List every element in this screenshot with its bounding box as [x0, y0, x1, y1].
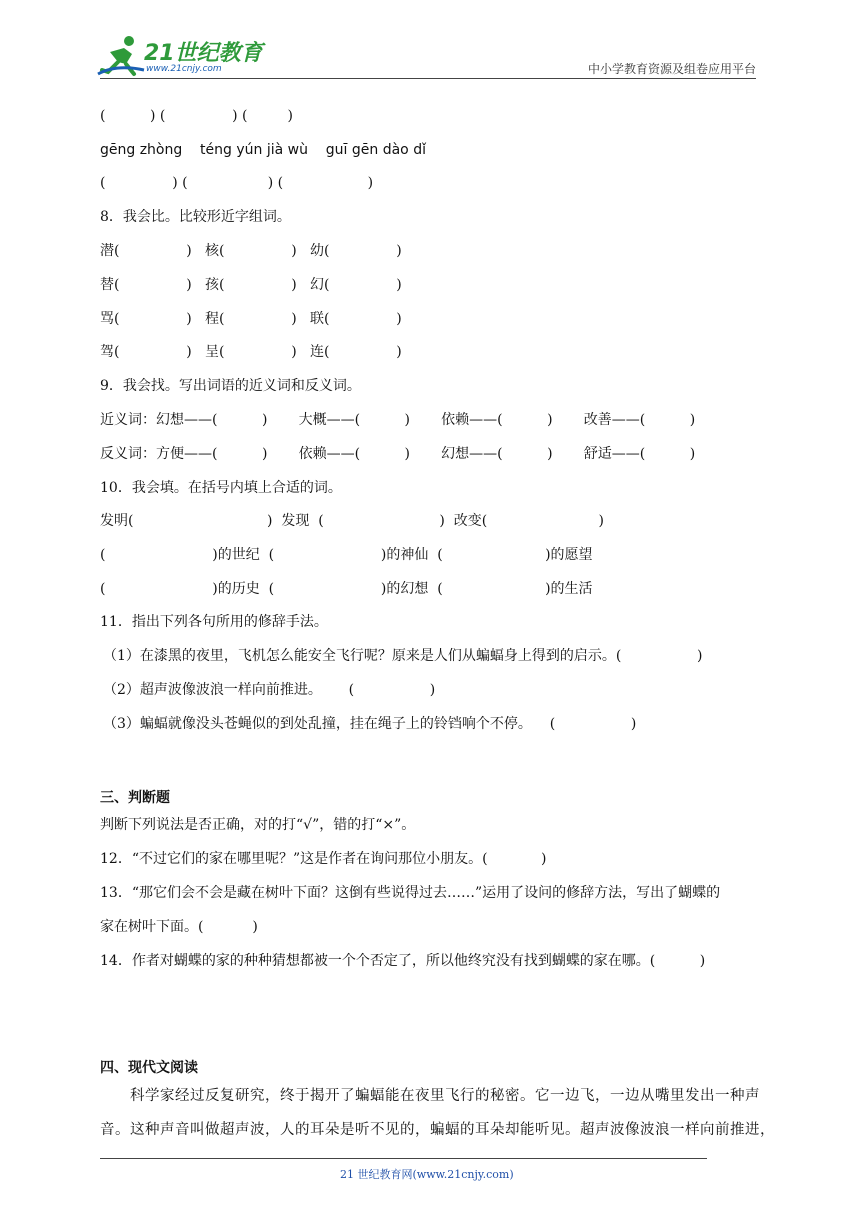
section-3-intro: 判断下列说法是否正确，对的打“√”，错的打“×”。 [100, 817, 416, 833]
q13-line1: 13．“那它们会不会是藏在树叶下面？这倒有些说得过去……”运用了设问的修辞方法，写出了蝴蝶的 [100, 885, 721, 901]
logo-text: 21世纪教育 [144, 41, 263, 66]
q8-row[interactable]: 潜( ) 核( ) 幼( ) [100, 243, 402, 259]
q10-row[interactable]: 发明( ) 发现 ( ) 改变( ) [100, 513, 604, 529]
q11-title: 11．指出下列各句所用的修辞手法。 [100, 614, 328, 630]
paren-row-bottom[interactable]: ( ) ( ) ( ) [100, 175, 374, 191]
platform-name: 中小学教育资源及组卷应用平台 [587, 62, 756, 76]
q8-row[interactable]: 替( ) 孩( ) 幻( ) [100, 277, 402, 293]
q13-line2[interactable]: 家在树叶下面。( ) [100, 919, 258, 935]
q10-row[interactable]: ( )的世纪 ( )的神仙 ( )的愿望 [100, 547, 593, 563]
runner-logo-icon [96, 34, 148, 78]
q9-synonyms[interactable]: 近义词：幻想——( ) 大概——( ) 依赖——( ) 改善——( ) [100, 412, 696, 428]
passage-line: 音。这种声音叫做超声波，人的耳朵是听不见的，蝙蝠的耳朵却能听见。超声波像波浪一样向前推进， [100, 1122, 775, 1138]
logo-url: www.21cnjy.com [146, 64, 222, 74]
pinyin-row: gēng zhòng téng yún jià wù guī gēn dào dǐ [100, 142, 426, 158]
q8-row[interactable]: 骂( ) 程( ) 联( ) [100, 311, 402, 327]
passage-line: 科学家经过反复研究，终于揭开了蝙蝠能在夜里飞行的秘密。它一边飞，一边从嘴里发出一种声 [130, 1088, 760, 1104]
footer-text[interactable]: 21 世纪教育网(www.21cnjy.com) [340, 1168, 514, 1181]
q8-title: 8．我会比。比较形近字组词。 [100, 209, 291, 225]
footer-rule [100, 1158, 707, 1159]
q14[interactable]: 14．作者对蝴蝶的家的种种猜想都被一个个否定了，所以他终究没有找到蝴蝶的家在哪。( ) [100, 953, 706, 969]
q9-title: 9．我会找。写出词语的近义词和反义词。 [100, 378, 361, 394]
section-4-title: 四、现代文阅读 [100, 1060, 198, 1076]
q12[interactable]: 12．“不过它们的家在哪里呢？”这是作者在询问那位小朋友。( ) [100, 851, 547, 867]
section-3-title: 三、判断题 [100, 790, 170, 806]
q10-title: 10．我会填。在括号内填上合适的词。 [100, 480, 342, 496]
q10-row[interactable]: ( )的历史 ( )的幻想 ( )的生活 [100, 581, 593, 597]
q11-item[interactable]: （2）超声波像波浪一样向前推进。 ( ) [103, 682, 436, 698]
q9-antonyms[interactable]: 反义词：方便——( ) 依赖——( ) 幻想——( ) 舒适——( ) [100, 446, 696, 462]
site-logo[interactable] [96, 34, 263, 80]
header-rule [100, 78, 756, 79]
q11-item[interactable]: （3）蝙蝠就像没头苍蝇似的到处乱撞，挂在绳子上的铃铛响个不停。 ( ) [103, 716, 637, 732]
q8-row[interactable]: 驾( ) 呈( ) 连( ) [100, 344, 402, 360]
q11-item[interactable]: （1）在漆黑的夜里，飞机怎么能安全飞行呢？原来是人们从蝙蝠身上得到的启示。( ) [103, 648, 703, 664]
paren-row-top[interactable]: ( ) ( ) ( ) [100, 108, 293, 124]
